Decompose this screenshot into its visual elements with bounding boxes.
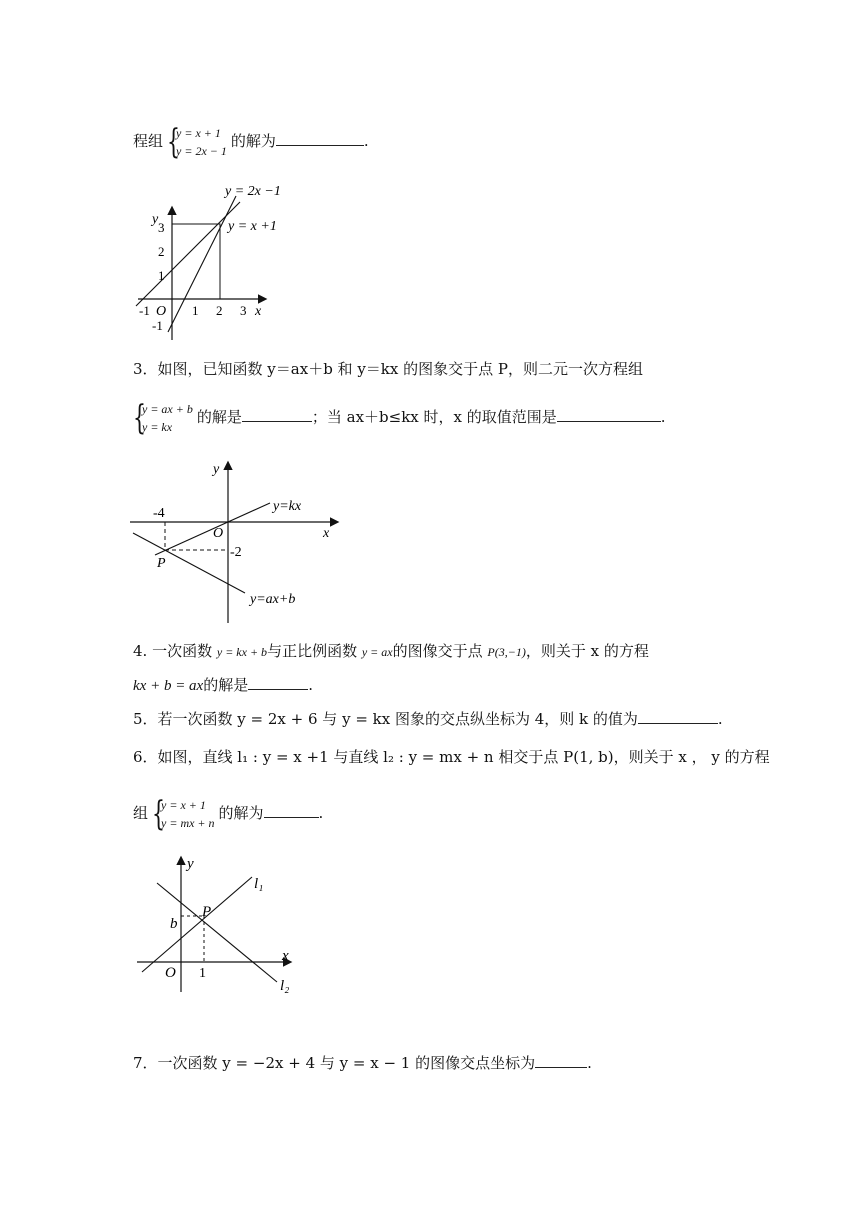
label-y-kx: y=kx <box>273 499 302 514</box>
brace-symbol: { <box>133 398 146 438</box>
q7-end: . <box>587 1054 592 1072</box>
q2-end: . <box>363 132 369 150</box>
q5-text: 5．若一次函数 y = 2x + 6 与 y = kx 图象的交点纵坐标为 4，则 k 的值为 <box>133 710 638 728</box>
q4-text-d: ，则关于 x 的方程 <box>525 642 649 660</box>
tick-x-neg1: -1 <box>139 303 150 318</box>
q5-line <box>133 708 723 730</box>
q5-answer-blank[interactable] <box>638 709 718 724</box>
tick-x-1: 1 <box>199 966 206 981</box>
point-p-label: P <box>202 904 212 920</box>
q2-eq1: y = x + 1 <box>176 126 221 140</box>
q4-f2: y = ax <box>361 645 393 659</box>
q6-prefix: 组 <box>133 804 149 822</box>
tick-x-neg4: -4 <box>153 506 165 521</box>
q6-end: . <box>318 804 324 822</box>
figure-1-graph <box>130 180 300 345</box>
q3-eq2: y = kx <box>142 420 173 434</box>
brace-symbol: { <box>152 794 165 834</box>
q2-answer-blank[interactable] <box>276 131 364 146</box>
q3-line2 <box>133 400 666 436</box>
x-axis-label: x <box>282 948 289 964</box>
point-p-label: P <box>157 556 166 571</box>
q6-line1: 6．如图，直线 l₁ : y = x +1 与直线 l₂ : y = mx + n 相交于点 P(1, b)，则关于 x ， y 的方程 <box>133 748 770 766</box>
q4-f1: y = kx + b <box>216 645 268 659</box>
q3-line1: 3．如图，已知函数 y＝ax＋b 和 y＝kx 的图象交于点 P，则二元一次方程组 <box>133 360 643 378</box>
brace-symbol: { <box>167 122 180 162</box>
q4-end: . <box>308 676 314 694</box>
q2-system <box>167 124 227 160</box>
tick-y-3: 3 <box>158 220 165 235</box>
tick-y-neg2: -2 <box>230 545 242 560</box>
line-l1 <box>142 877 252 972</box>
q4-text-c: 的图像交于点 <box>392 642 483 660</box>
q3-answer-blank-2[interactable] <box>557 407 661 422</box>
tick-x-3: 3 <box>240 303 247 318</box>
label-line2: y = x +1 <box>228 219 277 234</box>
q4-answer-blank[interactable] <box>248 675 308 690</box>
tick-x-1: 1 <box>192 303 199 318</box>
q4-eq: kx + b = ax <box>133 678 204 694</box>
y-axis-label: y <box>152 212 159 227</box>
figure-2-graph <box>125 455 355 627</box>
q6-answer-blank[interactable] <box>264 803 319 818</box>
q3-mid2: ；当 ax＋b≤kx 时，x 的取值范围是 <box>311 408 557 426</box>
q5-end: . <box>717 710 723 728</box>
tick-x-2: 2 <box>216 303 223 318</box>
x-axis-label: x <box>255 304 262 319</box>
guide-lines <box>172 224 220 299</box>
q6-system <box>152 796 215 832</box>
q3-mid: 的解是 <box>196 408 242 426</box>
q3-end: . <box>660 408 666 426</box>
q2-prefix: 程组 <box>133 132 164 150</box>
b-label: b <box>170 916 178 932</box>
label-y-ax-b: y=ax+b <box>250 592 296 607</box>
q2-suffix: 的解为 <box>230 132 276 150</box>
origin-label: O <box>156 304 167 319</box>
q4-text-b: 与正比例函数 <box>267 642 358 660</box>
q4-line1 <box>133 640 649 663</box>
q7-answer-blank[interactable] <box>535 1053 587 1068</box>
q6-line2 <box>133 796 323 832</box>
q3-answer-blank-1[interactable] <box>242 407 312 422</box>
q7-text: 7．一次函数 y = −2x + 4 与 y = x − 1 的图像交点坐标为 <box>133 1054 536 1072</box>
origin-label: O <box>213 526 224 541</box>
q2-line <box>133 124 369 160</box>
y-axis-label: y <box>187 856 194 872</box>
q4-text-a: 4. 一次函数 <box>133 642 213 660</box>
q4-point: P(3,−1) <box>487 645 526 659</box>
q6-suffix: 的解为 <box>218 804 264 822</box>
q7-line <box>133 1052 592 1074</box>
tick-y-neg1: -1 <box>152 318 163 333</box>
q6-eq2: y = mx + n <box>161 816 215 830</box>
q3-system <box>133 400 193 436</box>
q4-line2 <box>133 674 313 697</box>
origin-label: O <box>165 965 176 981</box>
q4-line2-text: 的解是 <box>203 676 249 694</box>
tick-y-2: 2 <box>158 244 165 259</box>
q6-eq1: y = x + 1 <box>161 798 206 812</box>
tick-y-1: 1 <box>158 268 165 283</box>
y-axis-label: y <box>213 462 220 477</box>
l2-label: l₂ <box>280 978 290 994</box>
figure-3-graph <box>132 850 302 1000</box>
l1-label: l₁ <box>254 876 264 892</box>
q2-eq2: y = 2x − 1 <box>176 144 227 158</box>
x-axis-label: x <box>323 526 330 541</box>
q3-eq1: y = ax + b <box>142 402 193 416</box>
label-line1: y = 2x −1 <box>225 184 281 199</box>
